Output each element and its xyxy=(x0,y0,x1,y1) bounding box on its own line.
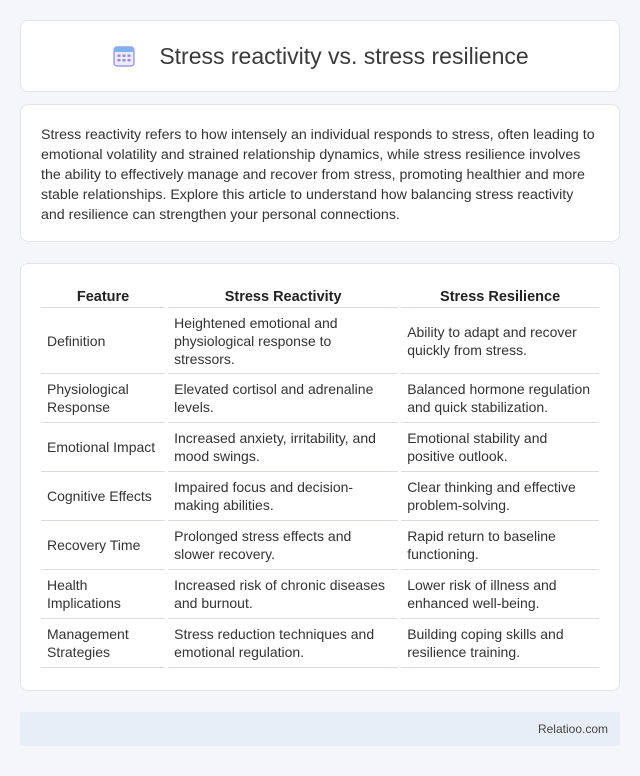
resilience-cell: Ability to adapt and recover quickly from stress. xyxy=(401,308,599,374)
resilience-cell: Clear thinking and effective problem-solving. xyxy=(401,472,599,521)
reactivity-cell: Elevated cortisol and adrenaline levels. xyxy=(168,374,398,423)
header-feature: Feature xyxy=(41,284,165,308)
table-row xyxy=(41,374,599,423)
header-stress-resilience: Stress Resilience xyxy=(401,284,599,308)
resilience-cell: Rapid return to baseline functioning. xyxy=(401,521,599,570)
resilience-cell: Building coping skills and resilience training. xyxy=(401,619,599,668)
reactivity-cell: Prolonged stress effects and slower recovery. xyxy=(168,521,398,570)
table-row xyxy=(41,423,599,472)
table-row xyxy=(41,472,599,521)
table-row xyxy=(41,521,599,570)
resilience-cell: Emotional stability and positive outlook. xyxy=(401,423,599,472)
intro-paragraph: Stress reactivity refers to how intensely an individual responds to stress, often leading to emotional volatility and strained relationship dynamics, while stress resilience involves the ability to effectively manage and recover from stress, promoting healthier and more stable relationships. Explore this article to understand how balancing stress reactivity and resilience can strengthen your personal connections. xyxy=(41,127,595,223)
feature-cell: Physiological Response xyxy=(41,374,165,423)
footer-brand[interactable]: Relatioo.com xyxy=(537,722,608,736)
reactivity-cell: Increased risk of chronic diseases and burnout. xyxy=(168,570,398,619)
reactivity-cell: Increased anxiety, irritability, and mood swings. xyxy=(168,423,398,472)
header-stress-reactivity: Stress Reactivity xyxy=(168,284,398,308)
comparison-table xyxy=(38,284,602,668)
reactivity-cell: Stress reduction techniques and emotional regulation. xyxy=(168,619,398,668)
feature-cell: Recovery Time xyxy=(41,521,165,570)
comparison-card xyxy=(20,263,620,691)
reactivity-cell: Impaired focus and decision-making abilities. xyxy=(168,472,398,521)
calendar-icon xyxy=(111,43,137,69)
footer xyxy=(20,712,620,746)
intro-card xyxy=(20,104,620,242)
table-row xyxy=(41,308,599,374)
table-row xyxy=(41,619,599,668)
resilience-cell: Balanced hormone regulation and quick stabilization. xyxy=(401,374,599,423)
title-card xyxy=(20,20,620,92)
table-header-row xyxy=(41,284,599,308)
feature-cell: Cognitive Effects xyxy=(41,472,165,521)
reactivity-cell: Heightened emotional and physiological response to stressors. xyxy=(168,308,398,374)
feature-cell: Emotional Impact xyxy=(41,423,165,472)
page-title: Stress reactivity vs. stress resilience xyxy=(159,42,529,69)
resilience-cell: Lower risk of illness and enhanced well-being. xyxy=(401,570,599,619)
feature-cell: Definition xyxy=(41,308,165,374)
table-row xyxy=(41,570,599,619)
feature-cell: Management Strategies xyxy=(41,619,165,668)
feature-cell: Health Implications xyxy=(41,570,165,619)
